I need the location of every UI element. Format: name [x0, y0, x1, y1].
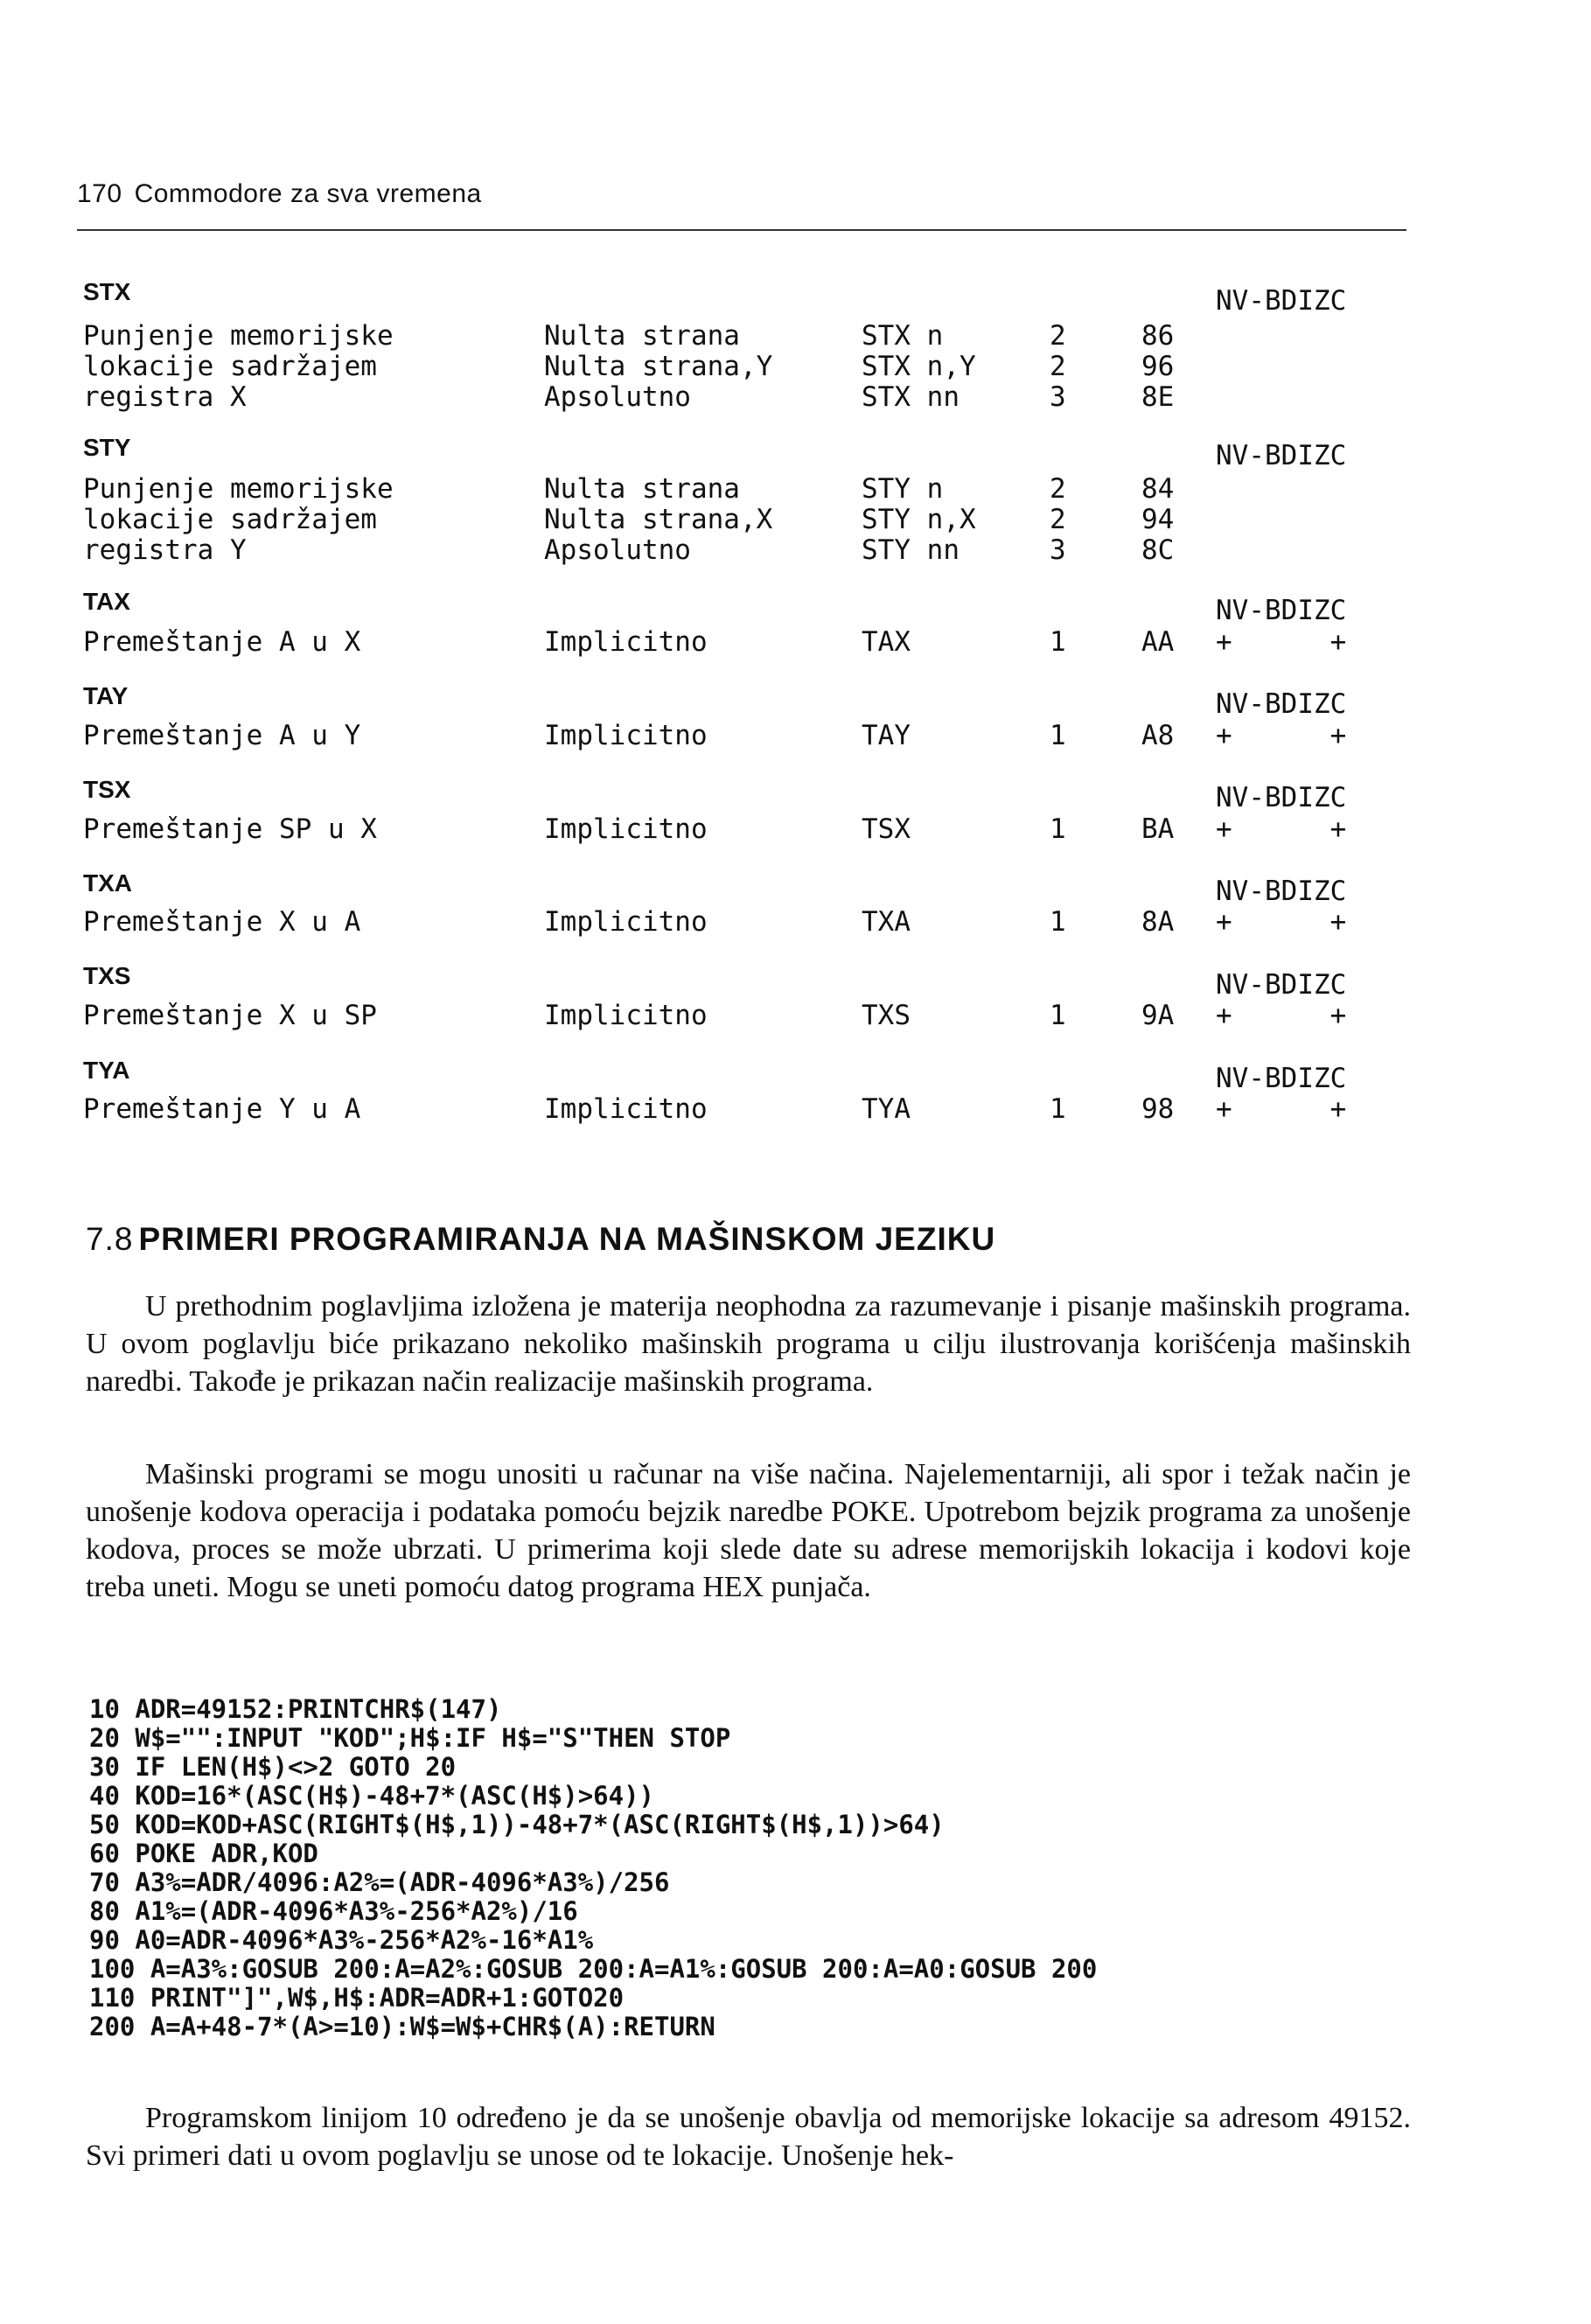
addr-mode: Apsolutno	[544, 534, 691, 566]
byte-count: 3	[1050, 534, 1066, 566]
header-rule	[77, 229, 1406, 231]
body-paragraph: Programskom linijom 10 određeno je da se unošenje obavlja od memorijske lokacije sa adresom 49152. Svi primeri dati u ovom poglavlju se unose od te lokacije. Unošenje hek-	[86, 2102, 1411, 2172]
instr-desc: Premeštanje A u X	[83, 626, 361, 658]
opcode: 94	[1141, 504, 1175, 535]
flag-marks: + +	[1216, 813, 1347, 845]
flags-header: NV-BDIZC	[1216, 285, 1347, 317]
book-title: Commodore za sva vremena	[134, 179, 482, 208]
instr-desc: Premeštanje SP u X	[83, 813, 377, 845]
instr-desc: Punjenje memorijske	[83, 320, 394, 352]
code-line: 60 POKE ADR,KOD	[89, 1839, 318, 1868]
flag-marks: + +	[1216, 1000, 1347, 1031]
opcode: AA	[1141, 626, 1175, 658]
byte-count: 3	[1050, 381, 1066, 413]
addr-mode: Nulta strana	[544, 473, 740, 505]
instr-desc: Punjenje memorijske	[83, 473, 394, 505]
instr-desc: lokacije sadržajem	[83, 351, 377, 382]
instr-desc: registra X	[83, 381, 247, 413]
asm-syntax: TXS	[862, 1000, 911, 1031]
flags-header: NV-BDIZC	[1216, 440, 1347, 471]
opcode: 8C	[1141, 534, 1175, 566]
opcode: 84	[1141, 473, 1175, 505]
code-line: 50 KOD=KOD+ASC(RIGHT$(H$,1))-48+7*(ASC(RIGHT$(H$,1))>64)	[89, 1810, 945, 1839]
mnemonic-tsx: TSX	[83, 776, 131, 803]
code-line: 20 W$="":INPUT "KOD";H$:IF H$="S"THEN STOP	[89, 1723, 731, 1753]
asm-syntax: STX n,Y	[862, 351, 976, 382]
addr-mode: Implicitno	[544, 813, 708, 845]
opcode: 86	[1141, 320, 1175, 352]
section-number: 7.8	[86, 1221, 134, 1257]
byte-count: 2	[1050, 320, 1066, 352]
code-line: 90 A0=ADR-4096*A3%-256*A2%-16*A1%	[89, 1925, 594, 1955]
opcode: 98	[1141, 1093, 1175, 1125]
code-line: 100 A=A3%:GOSUB 200:A=A2%:GOSUB 200:A=A1%:GOSUB 200:A=A0:GOSUB 200	[89, 1954, 1098, 1984]
flags-header: NV-BDIZC	[1216, 782, 1347, 813]
flags-header: NV-BDIZC	[1216, 969, 1347, 1001]
asm-syntax: STX nn	[862, 381, 959, 413]
flag-marks: + +	[1216, 906, 1347, 938]
code-line: 70 A3%=ADR/4096:A2%=(ADR-4096*A3%)/256	[89, 1867, 670, 1897]
addr-mode: Implicitno	[544, 1000, 708, 1031]
instr-desc: registra Y	[83, 534, 247, 566]
mnemonic-stx: STX	[83, 278, 131, 305]
section-heading	[86, 1221, 995, 1258]
flag-marks: + +	[1216, 1093, 1347, 1125]
instr-desc: Premeštanje A u Y	[83, 720, 361, 751]
opcode: 96	[1141, 351, 1175, 382]
section-title-text: PRIMERI PROGRAMIRANJA NA MAŠINSKOM JEZIKU	[138, 1221, 996, 1257]
flags-header: NV-BDIZC	[1216, 1063, 1347, 1094]
instr-desc: Premeštanje Y u A	[83, 1093, 361, 1125]
byte-count: 2	[1050, 351, 1066, 382]
flag-marks: + +	[1216, 626, 1347, 658]
asm-syntax: TXA	[862, 906, 911, 938]
addr-mode: Nulta strana	[544, 320, 740, 352]
running-head	[77, 179, 482, 209]
opcode: BA	[1141, 813, 1175, 845]
byte-count: 1	[1050, 813, 1066, 845]
asm-syntax: TYA	[862, 1093, 911, 1125]
code-line: 110 PRINT"]",W$,H$:ADR=ADR+1:GOTO20	[89, 1983, 625, 2013]
code-line: 40 KOD=16*(ASC(H$)-48+7*(ASC(H$)>64))	[89, 1781, 655, 1811]
addr-mode: Implicitno	[544, 626, 708, 658]
flag-marks: + +	[1216, 720, 1347, 751]
byte-count: 1	[1050, 720, 1066, 751]
flags-header: NV-BDIZC	[1216, 688, 1347, 720]
flags-header: NV-BDIZC	[1216, 595, 1347, 626]
addr-mode: Implicitno	[544, 1093, 708, 1125]
asm-syntax: TAX	[862, 626, 911, 658]
instr-desc: lokacije sadržajem	[83, 504, 377, 535]
mnemonic-txs: TXS	[83, 962, 131, 989]
body-paragraph: Mašinski programi se mogu unositi u računar na više načina. Najelementarniji, ali spor i težak način je unošenje kodova operacija i podataka pomoću bejzik naredbe POKE. Upotrebom bejzik programa za unošenje kodova, proces se može ubrzati. U primerima koji slede date su adrese memorijskih lokacija i kodovi koje treba uneti. Mogu se uneti pomoću datog programa HEX punjača.	[86, 1458, 1411, 1603]
byte-count: 1	[1050, 626, 1066, 658]
asm-syntax: STY nn	[862, 534, 959, 566]
addr-mode: Implicitno	[544, 906, 708, 938]
opcode: 8A	[1141, 906, 1175, 938]
mnemonic-tax: TAX	[83, 588, 130, 615]
asm-syntax: TSX	[862, 813, 911, 845]
byte-count: 2	[1050, 504, 1066, 535]
code-line: 200 A=A+48-7*(A>=10):W$=W$+CHR$(A):RETURN	[89, 2012, 715, 2041]
opcode: A8	[1141, 720, 1175, 751]
byte-count: 1	[1050, 906, 1066, 938]
page-number: 170	[77, 179, 122, 208]
flags-header: NV-BDIZC	[1216, 876, 1347, 907]
instr-desc: Premeštanje X u A	[83, 906, 361, 938]
mnemonic-txa: TXA	[83, 869, 132, 897]
asm-syntax: TAY	[862, 720, 911, 751]
addr-mode: Nulta strana,Y	[544, 351, 773, 382]
byte-count: 1	[1050, 1093, 1066, 1125]
addr-mode: Apsolutno	[544, 381, 691, 413]
asm-syntax: STY n	[862, 473, 944, 505]
addr-mode: Implicitno	[544, 720, 708, 751]
code-line: 80 A1%=(ADR-4096*A3%-256*A2%)/16	[89, 1896, 578, 1926]
byte-count: 2	[1050, 473, 1066, 505]
mnemonic-sty: STY	[83, 434, 131, 461]
asm-syntax: STX n	[862, 320, 944, 352]
code-line: 10 ADR=49152:PRINTCHR$(147)	[89, 1694, 502, 1724]
instr-desc: Premeštanje X u SP	[83, 1000, 377, 1031]
byte-count: 1	[1050, 1000, 1066, 1031]
mnemonic-tya: TYA	[83, 1057, 130, 1084]
opcode: 9A	[1141, 1000, 1175, 1031]
body-paragraph: U prethodnim poglavljima izložena je materija neophodna za razumevanje i pisanje mašinskih programa. U ovom poglavlju biće prikazano nekoliko mašinskih programa u cilju ilustrovanja korišćenja mašinskih naredbi. Takođe je prikazan način realizacije mašinskih programa.	[86, 1290, 1411, 1398]
asm-syntax: STY n,X	[862, 504, 976, 535]
addr-mode: Nulta strana,X	[544, 504, 773, 535]
opcode: 8E	[1141, 381, 1175, 413]
code-line: 30 IF LEN(H$)<>2 GOTO 20	[89, 1752, 457, 1782]
mnemonic-tay: TAY	[83, 682, 129, 709]
